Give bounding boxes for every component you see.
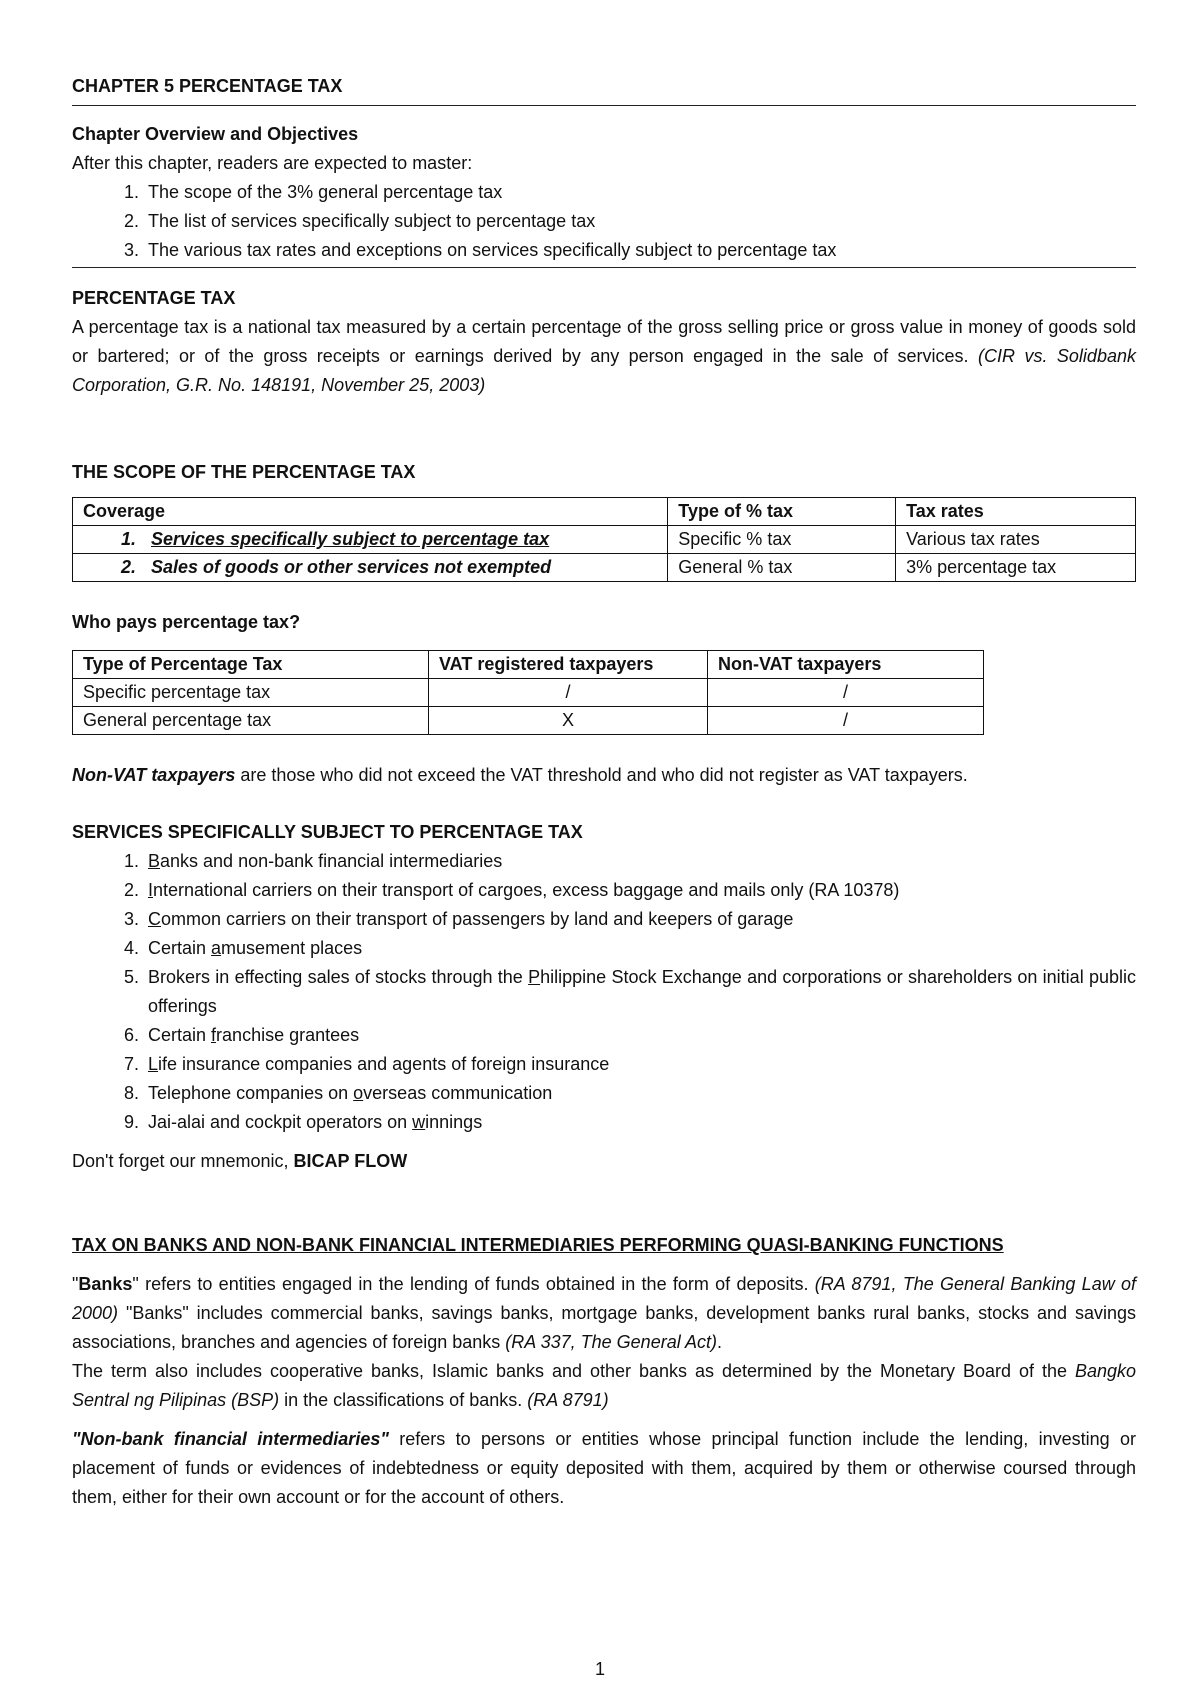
vat-cell: / [429, 679, 708, 707]
list-item: 9. Jai-alai and cockpit operators on winnings [144, 1108, 1136, 1137]
who-pays-section [72, 608, 1136, 790]
nonvat-cell: / [708, 707, 984, 735]
table-row [73, 526, 1136, 554]
services-section [72, 818, 1136, 1176]
citation: (RA 8791) [527, 1390, 609, 1410]
rate-cell: Various tax rates [896, 526, 1136, 554]
table-row [73, 679, 984, 707]
mnemonic: BICAP FLOW [293, 1151, 408, 1171]
column-header: Type of Percentage Tax [73, 651, 429, 679]
coverage-text: Services specifically subject to percentage tax [151, 529, 550, 549]
column-header: Type of % tax [668, 498, 896, 526]
list-item: 2. International carriers on their transport of cargoes, excess baggage and mails only (RA 10378) [144, 876, 1136, 905]
definition-text: A percentage tax is a national tax measured by a certain percentage of the gross selling price or gross value in money of goods sold or bartered; or of the gross receipts or earnings derived by any person engaged in the sale of services. [72, 317, 1136, 366]
services-list [72, 847, 1136, 1137]
non-vat-definition: are those who did not exceed the VAT threshold and who did not register as VAT taxpayers. [235, 765, 968, 785]
objective-item: 3. The various tax rates and exceptions on services specifically subject to percentage tax [144, 236, 1136, 265]
row-number: 2. [121, 557, 137, 577]
who-pays-table [72, 650, 984, 735]
row-number: 1. [121, 529, 137, 549]
overview-intro: After this chapter, readers are expected to master: [72, 153, 473, 173]
list-item: 5. Brokers in effecting sales of stocks through the Philippine Stock Exchange and corporations or shareholders on initial public offerings [144, 963, 1136, 1021]
services-heading: SERVICES SPECIFICALLY SUBJECT TO PERCENTAGE TAX [72, 822, 583, 842]
list-item: 1. Banks and non-bank financial intermediaries [144, 847, 1136, 876]
table-row [73, 554, 1136, 582]
citation: (RA 8791, The General Banking Law of 2000) [72, 1274, 1136, 1323]
type-cell: Specific % tax [668, 526, 896, 554]
banks-classification: The term also includes cooperative banks, Islamic banks and other banks as determined by the Monetary Board of the Bangko Sentral ng Pilipinas (BSP) in the classifications of banks. (RA 8791) [72, 1361, 1136, 1410]
banks-heading: TAX ON BANKS AND NON-BANK FINANCIAL INTERMEDIARIES PERFORMING QUASI-BANKING FUNCTIONS [72, 1235, 1004, 1255]
non-bank-term: "Non-bank financial intermediaries" [72, 1429, 389, 1449]
bsp-name: Bangko Sentral ng Pilipinas (BSP) [72, 1361, 1136, 1410]
rate-cell: 3% percentage tax [896, 554, 1136, 582]
table-row [73, 707, 984, 735]
document-page [72, 72, 1136, 1512]
percentage-tax-definition [72, 313, 1136, 400]
type-cell: General % tax [668, 554, 896, 582]
mnemonic-line [72, 1147, 1136, 1176]
nonvat-cell: / [708, 679, 984, 707]
percentage-tax-section [72, 284, 1136, 400]
vat-cell: X [429, 707, 708, 735]
scope-section [72, 458, 1136, 582]
objective-item: 2. The list of services specifically subject to percentage tax [144, 207, 1136, 236]
coverage-cell [73, 526, 668, 554]
page-number: 1 [594, 1659, 605, 1679]
overview-section [72, 120, 1136, 268]
chapter-title: CHAPTER 5 PERCENTAGE TAX [72, 72, 1136, 106]
percentage-tax-heading: PERCENTAGE TAX [72, 288, 236, 308]
non-vat-term: Non-VAT taxpayers [72, 765, 236, 785]
objective-item: 1. The scope of the 3% general percentage tax [144, 178, 1136, 207]
banks-definition: "Banks" refers to entities engaged in the lending of funds obtained in the form of deposits. (RA 8791, The General Banking Law of 2000) "Banks" includes commercial banks, savings banks, mortgage banks, development banks rural banks, stocks and savings associations, branches and agencies of foreign banks (RA 337, The General Act). [72, 1274, 1136, 1352]
list-item: 7. Life insurance companies and agents of foreign insurance [144, 1050, 1136, 1079]
non-bank-definition: "Non-bank financial intermediaries" refers to persons or entities whose principal function include the lending, investing or placement of funds or evidences of indebtedness or equity deposited with them, acquired by them or otherwise coursed through them, either for their own account or for the account of others. [72, 1429, 1136, 1507]
table-header-row [73, 498, 1136, 526]
list-item: 8. Telephone companies on overseas communication [144, 1079, 1136, 1108]
overview-heading: Chapter Overview and Objectives [72, 124, 359, 144]
coverage-text: Sales of goods or other services not exempted [151, 557, 552, 577]
scope-heading: THE SCOPE OF THE PERCENTAGE TAX [72, 462, 416, 482]
mnemonic-text: Don't forget our mnemonic, [72, 1151, 294, 1171]
citation: (RA 337, The General Act) [505, 1332, 718, 1352]
column-header: VAT registered taxpayers [429, 651, 708, 679]
scope-table [72, 497, 1136, 582]
column-header: Tax rates [896, 498, 1136, 526]
definition-citation: (CIR vs. Solidbank Corporation, G.R. No. 148191, November 25, 2003) [72, 346, 1136, 395]
non-vat-note [72, 761, 1136, 790]
coverage-cell [73, 554, 668, 582]
list-item: 4. Certain amusement places [144, 934, 1136, 963]
table-header-row [73, 651, 984, 679]
column-header: Coverage [73, 498, 668, 526]
tax-type-cell: General percentage tax [73, 707, 429, 735]
objectives-list [72, 178, 1136, 265]
list-item: 3. Common carriers on their transport of passengers by land and keepers of garage [144, 905, 1136, 934]
banks-section [72, 1231, 1136, 1512]
tax-type-cell: Specific percentage tax [73, 679, 429, 707]
column-header: Non-VAT taxpayers [708, 651, 984, 679]
who-pays-heading: Who pays percentage tax? [72, 612, 301, 632]
banks-term: Banks [78, 1274, 133, 1294]
list-item: 6. Certain franchise grantees [144, 1021, 1136, 1050]
